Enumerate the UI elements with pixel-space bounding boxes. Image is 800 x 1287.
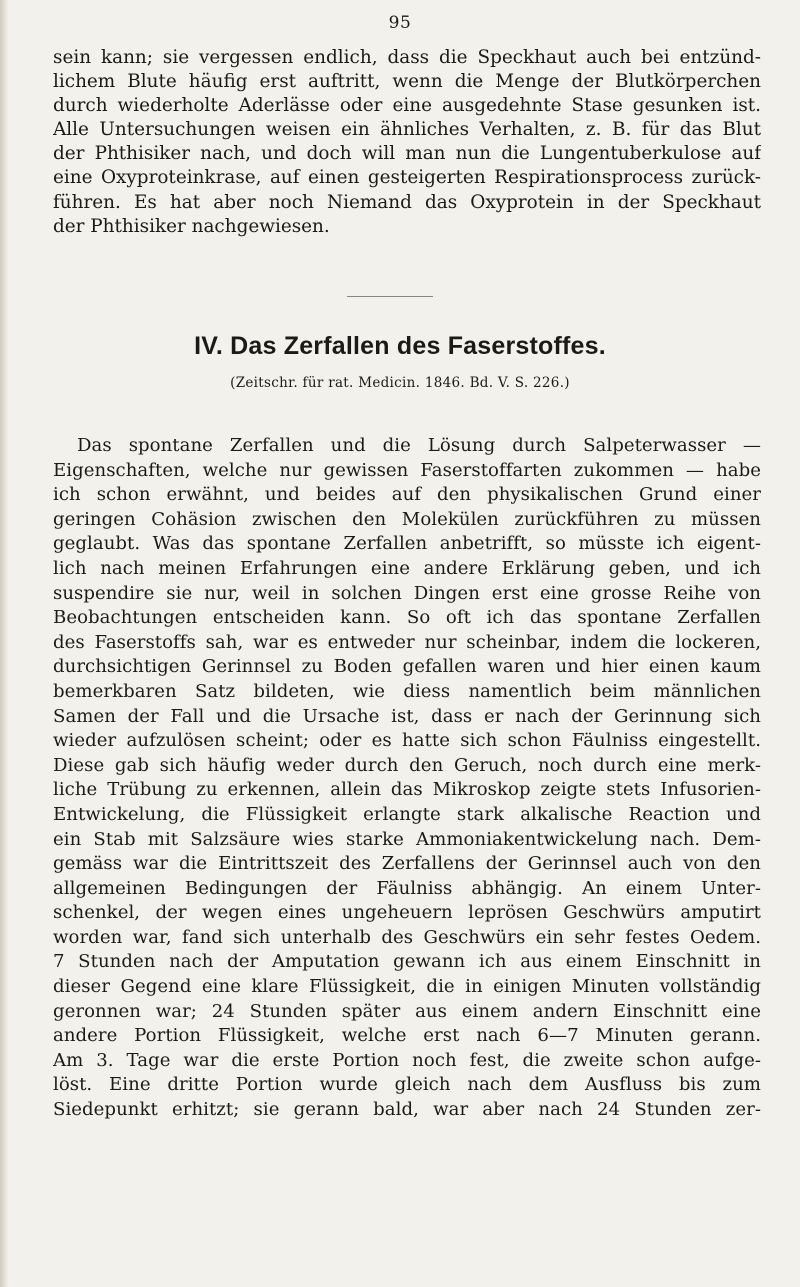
section-body-paragraph [53, 434, 761, 1123]
page-number: 95 [388, 13, 412, 33]
text-line: gemäss war die Eintrittszeit des Zerfallens der Gerinnsel auch von den [53, 853, 761, 875]
text-line: bemerkbaren Satz bildeten, wie diess namentlich beim männlichen [53, 680, 761, 702]
text-line: Beobachtungen entscheiden kann. So oft ich das spontane Zerfallen [53, 607, 761, 629]
text-line: durchsichtigen Gerinnsel zu Boden gefallen waren und hier einen kaum [53, 656, 761, 678]
text-line: der Phthisiker nach, und doch will man nun die Lungentuberkulose auf [53, 143, 761, 165]
section-citation: (Zeitschr. für rat. Medicin. 1846. Bd. V. S. 226.) [230, 375, 570, 391]
text-line: des Faserstoffs sah, war es entweder nur scheinbar, indem die lockeren, [53, 631, 761, 653]
text-line: ein Stab mit Salzsäure wies starke Ammoniakentwickelung nach. Dem- [53, 828, 761, 850]
text-line: lich nach meinen Erfahrungen eine andere Erklärung geben, und ich [53, 557, 761, 579]
text-line: eine Oxyproteinkrase, auf einen gesteigerten Respirationsprocess zurück- [53, 167, 761, 189]
section-divider [347, 296, 433, 297]
text-line: dieser Gegend eine klare Flüssigkeit, die in einigen Minuten vollständig [53, 976, 761, 998]
text-line: lichem Blute häufig erst auftritt, wenn die Menge der Blutkörperchen [53, 71, 761, 93]
text-line: Entwickelung, die Flüssigkeit erlangte stark alkalische Reaction und [53, 803, 761, 825]
text-line: allgemeinen Bedingungen der Fäulniss abhängig. An einem Unter- [53, 877, 761, 899]
text-line: führen. Es hat aber noch Niemand das Oxyprotein in der Speckhaut [53, 191, 761, 213]
text-line: 7 Stunden nach der Amputation gewann ich aus einem Einschnitt in [53, 951, 761, 973]
text-line: andere Portion Flüssigkeit, welche erst nach 6—7 Minuten gerann. [53, 1025, 761, 1047]
paragraph-continued [53, 46, 761, 239]
text-line: Eigenschaften, welche nur gewissen Faserstoffarten zukommen — habe [53, 459, 761, 481]
text-line: Das spontane Zerfallen und die Lösung durch Salpeterwasser — [77, 435, 761, 456]
text-line: Am 3. Tage war die erste Portion noch fest, die zweite schon aufge- [53, 1049, 761, 1071]
text-line: Samen der Fall und die Ursache ist, dass er nach der Gerinnung sich [53, 705, 761, 727]
text-line: der Phthisiker nachgewiesen. [53, 215, 330, 237]
text-line: liche Trübung zu erkennen, allein das Mikroskop zeigte stets Infusorien- [53, 779, 761, 801]
text-line: suspendire sie nur, weil in solchen Dingen erst eine grosse Reihe von [53, 582, 761, 604]
text-line: ich schon erwähnt, und beides auf den physikalischen Grund einer [53, 484, 761, 506]
text-line: löst. Eine dritte Portion wurde gleich nach dem Ausfluss bis zum [53, 1074, 761, 1096]
text-line: Diese gab sich häufig weder durch den Geruch, noch durch eine merk- [53, 754, 761, 776]
text-line: Alle Untersuchungen weisen ein ähnliches Verhalten, z. B. für das Blut [53, 119, 761, 141]
text-line: geringen Cohäsion zwischen den Molekülen zurückführen zu müssen [53, 508, 761, 530]
text-line: durch wiederholte Aderlässe oder eine ausgedehnte Stase gesunken ist. [53, 95, 761, 117]
page-binding-shadow [0, 0, 9, 1287]
text-line: geglaubt. Was das spontane Zerfallen anbetrifft, so müsste ich eigent- [53, 533, 761, 555]
text-line: wieder aufzulösen scheint; oder es hatte sich schon Fäulniss eingestellt. [53, 730, 761, 752]
text-line: schenkel, der wegen eines ungeheuern leprösen Geschwürs amputirt [53, 902, 761, 924]
section-heading: IV. Das Zerfallen des Faserstoffes. [194, 332, 606, 360]
text-line: worden war, fand sich unterhalb des Geschwürs ein sehr festes Oedem. [53, 926, 761, 948]
text-line: geronnen war; 24 Stunden später aus einem andern Einschnitt eine [53, 1000, 761, 1022]
text-line: sein kann; sie vergessen endlich, dass die Speckhaut auch bei entzünd- [53, 47, 761, 68]
text-line: Siedepunkt erhitzt; sie gerann bald, war aber nach 24 Stunden zer- [53, 1099, 761, 1121]
